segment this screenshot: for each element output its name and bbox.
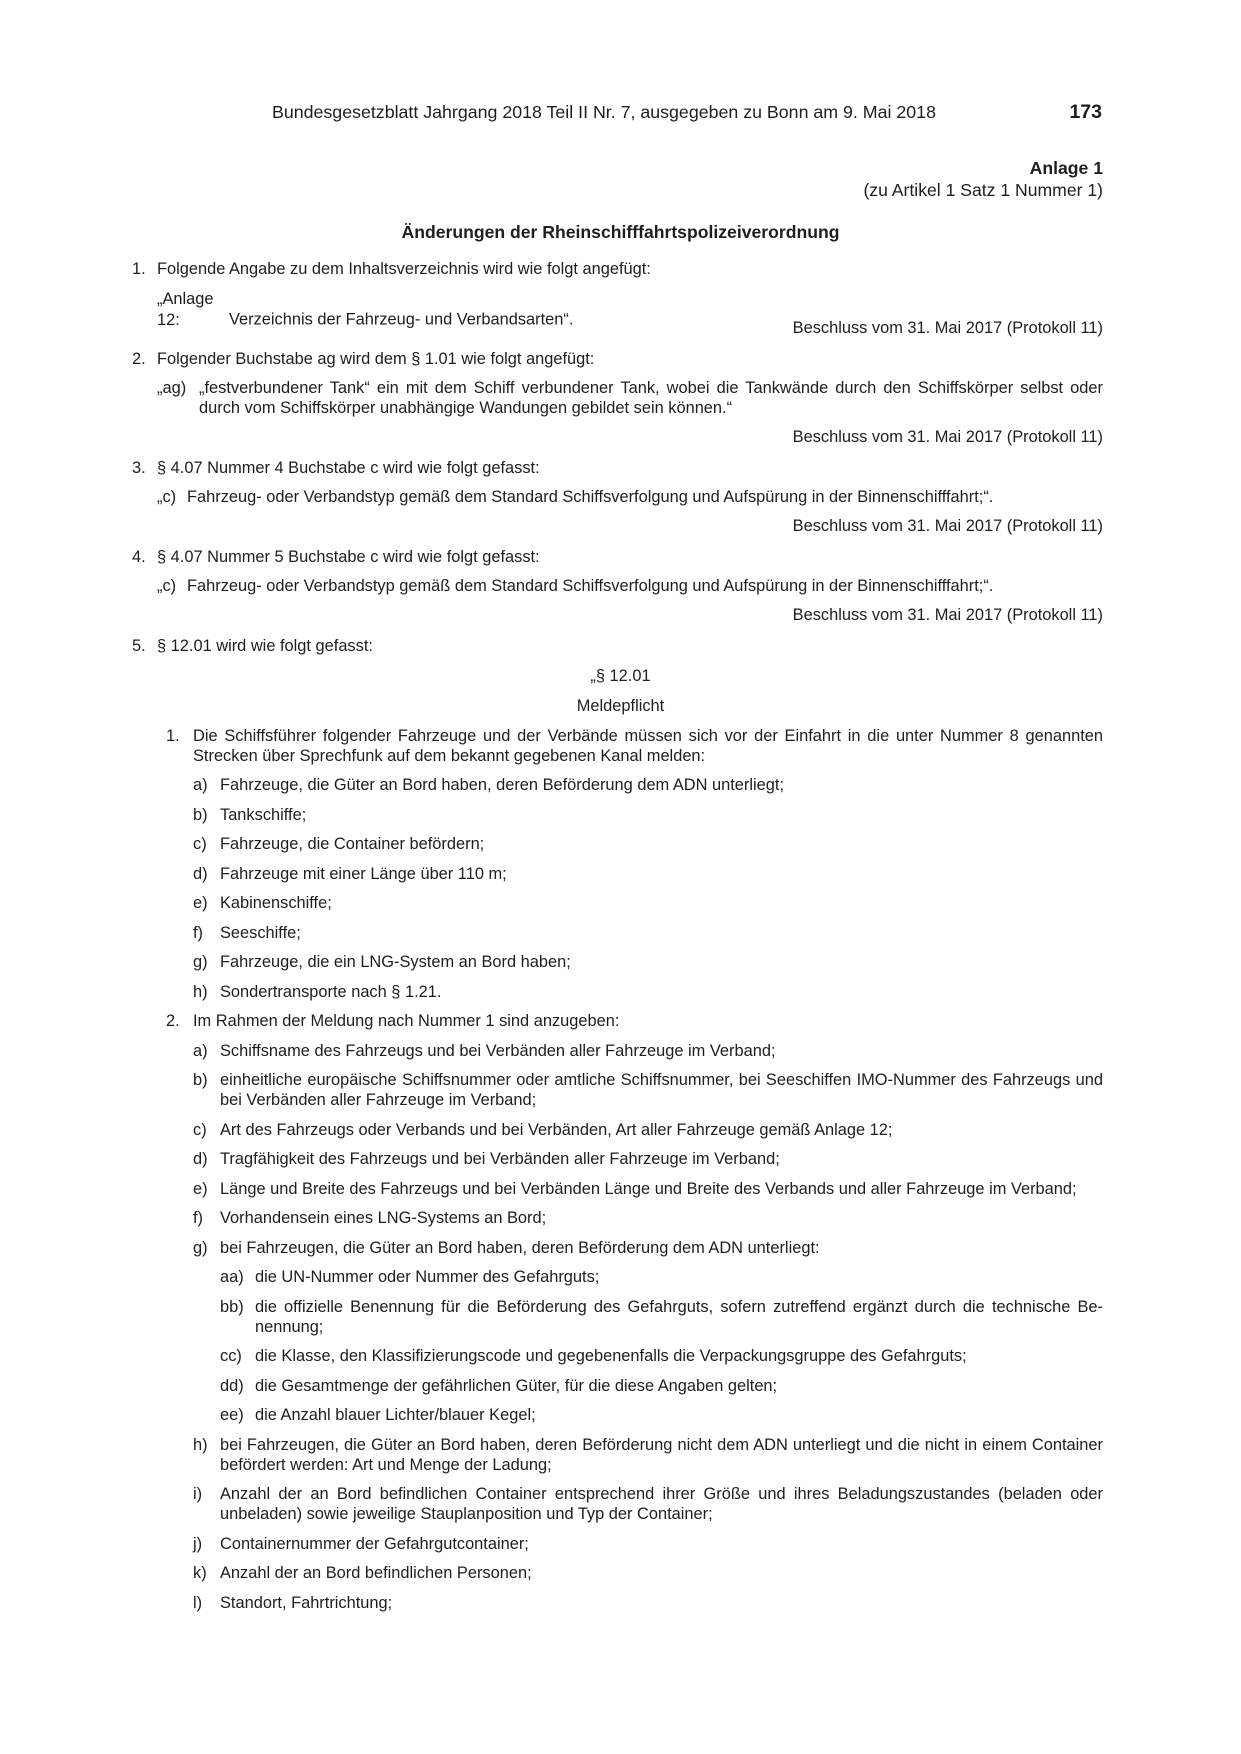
subitem-label: b) [193,806,208,824]
decision-note: Beschluss vom 31. Mai 2017 (Protokoll 11) [792,319,1103,337]
subitem-label: h) [193,983,208,1001]
paragraph-number: 1. [166,727,180,745]
quote-label: „c) [157,488,177,506]
quote-text: „festverbundener Tank“ ein mit dem Schiff verbundener Tank, wobei die Tankwände durch den Schiffskörper selbst oder durch vom Schiffskörper unabhängige Wandungen gebildet sein können.“ [199,379,1103,417]
subitem-text: Länge und Breite des Fahrzeugs und bei Verbänden Länge und Breite des Verbands und aller Fahrzeuge im Verband; [220,1180,1077,1198]
subitem-text: Fahrzeuge, die ein LNG-System an Bord haben; [220,953,571,971]
subitem-text: bei Fahrzeugen, die Güter an Bord haben, deren Beförderung nicht dem ADN unterliegt und die nicht in einem Container befördert werden: Art und Menge der Ladung; [220,1436,1103,1474]
decision-note: Beschluss vom 31. Mai 2017 (Protokoll 11) [792,517,1103,535]
quote-label: „Anlage 12: [157,290,214,329]
item-text: § 4.07 Nummer 4 Buchstabe c wird wie folgt gefasst: [157,459,540,477]
subitem-label: g) [193,1239,208,1257]
item-text: Folgende Angabe zu dem Inhaltsverzeichnis wird wie folgt angefügt: [157,260,651,278]
subitem-label: f) [193,924,204,942]
section-subheading: Meldepflicht [576,697,665,715]
subitem-label: i) [193,1485,203,1503]
item-text: § 12.01 wird wie folgt gefasst: [157,637,373,655]
subitem-text: Sondertransporte nach § 1.21. [220,983,442,1001]
subsubitem-text: die UN-Nummer oder Nummer des Gefahrguts; [255,1268,600,1286]
subitem-label: c) [193,835,207,853]
annex-reference [863,157,1103,201]
subitem-text: Standort, Fahrtrichtung; [220,1594,393,1612]
item-number: 3. [132,459,146,477]
subitem-label: c) [193,1121,207,1139]
document-title: Änderungen der Rheinschifffahrtspolizeiverordnung [401,222,840,242]
paragraph-text: Im Rahmen der Meldung nach Nummer 1 sind anzugeben: [193,1012,620,1030]
subsubitem-text: die Klasse, den Klassifizierungscode und gegebenenfalls die Verpackungsgruppe des Gefahrguts; [255,1347,967,1365]
subitem-text: Tankschiffe; [220,806,307,824]
running-title: Bundesgesetzblatt Jahrgang 2018 Teil II Nr. 7, ausgegeben zu Bonn am 9. Mai 2018 [272,102,936,122]
subitem-text: Fahrzeuge, die Güter an Bord haben, deren Beförderung dem ADN unterliegt; [220,776,785,794]
subitem-label: g) [193,953,208,971]
subitem-text: Schiffsname des Fahrzeugs und bei Verbänden aller Fahrzeuge im Verband; [220,1042,776,1060]
subitem-label: e) [193,894,208,912]
subitem-text: Fahrzeuge mit einer Länge über 110 m; [220,865,507,883]
subitem-text: Anzahl der an Bord befindlichen Container entsprechend ihrer Größe und ihres Beladungszustandes (beladen oder unbeladen) sowie jeweilige Stauplanposition und Typ der Container; [220,1485,1103,1523]
subitem-text: Anzahl der an Bord befindlichen Personen; [220,1564,532,1582]
subsubitem-text: die Gesamtmenge der gefährlichen Güter, für die diese Angaben gelten; [255,1377,778,1395]
subitem-text: Fahrzeuge, die Container befördern; [220,835,485,853]
paragraph-number: 2. [166,1012,180,1030]
subitem-text: bei Fahrzeugen, die Güter an Bord haben, deren Beförderung dem ADN unterliegt: [220,1239,820,1257]
subitem-label: b) [193,1071,208,1089]
quote-text: Fahrzeug- oder Verbandstyp gemäß dem Standard Schiffsverfolgung und Aufspürung in der Binnenschifffahrt;“. [187,577,994,595]
item-number: 4. [132,548,146,566]
subitem-label: f) [193,1209,204,1227]
quote-text: Fahrzeug- oder Verbandstyp gemäß dem Standard Schiffsverfolgung und Aufspürung in der Binnenschifffahrt;“. [187,488,994,506]
item-number: 2. [132,350,146,368]
quote-label: „c) [157,577,177,595]
subsubitem-label: aa) [220,1268,244,1286]
subitem-text: Vorhandensein eines LNG-Systems an Bord; [220,1209,547,1227]
subsubitem-label: ee) [220,1406,244,1424]
annex-subtitle: (zu Artikel 1 Satz 1 Nummer 1) [863,180,1103,200]
subitem-label: d) [193,1150,208,1168]
subitem-text: Seeschiffe; [220,924,301,942]
subitem-text: einheitliche europäische Schiffsnummer oder amtliche Schiffsnummer, bei Seeschiffen IMO-Nummer des Fahrzeugs und bei Verbänden aller Fahrzeuge im Verband; [220,1071,1103,1109]
subsubitem-text: die Anzahl blauer Lichter/blauer Kegel; [255,1406,536,1424]
subitem-label: l) [193,1594,203,1612]
page-number: 173 [1069,101,1102,123]
quote-label: „ag) [157,379,187,397]
quote-text: Verzeichnis der Fahrzeug- und Verbandsarten“. [229,310,574,329]
item-text: Folgender Buchstabe ag wird dem § 1.01 wie folgt angefügt: [157,350,595,368]
subitem-label: h) [193,1436,208,1454]
subitem-text: Kabinenschiffe; [220,894,332,912]
subitem-label: d) [193,865,208,883]
subsubitem-label: bb) [220,1298,244,1316]
item-number: 1. [132,260,146,278]
decision-note: Beschluss vom 31. Mai 2017 (Protokoll 11) [792,606,1103,624]
decision-note: Beschluss vom 31. Mai 2017 (Protokoll 11) [792,428,1103,446]
subitem-text: Containernummer der Gefahrgutcontainer; [220,1535,529,1553]
subsubitem-label: cc) [220,1347,242,1365]
section-heading: „§ 12.01 [590,667,651,685]
item-text: § 4.07 Nummer 5 Buchstabe c wird wie folgt gefasst: [157,548,540,566]
item-number: 5. [132,637,146,655]
subitem-text: Tragfähigkeit des Fahrzeugs und bei Verbänden aller Fahrzeuge im Verband; [220,1150,780,1168]
subitem-label: a) [193,776,208,794]
subitem-label: a) [193,1042,208,1060]
subitem-label: k) [193,1564,207,1582]
annex-title: Anlage 1 [1029,158,1103,178]
subsubitem-text: die offizielle Benennung für die Beförderung des Gefahrguts, sofern zutreffend ergänzt durch die technische Be-nennung; [255,1298,1103,1336]
running-header [272,100,1102,126]
paragraph-text: Die Schiffsführer folgender Fahrzeuge und der Verbände müssen sich vor der Einfahrt in die unter Nummer 8 genannten Strecken über Sprechfunk auf dem bekannt gegebenen Kanal melden: [193,727,1103,765]
subitem-text: Art des Fahrzeugs oder Verbands und bei Verbänden, Art aller Fahrzeuge gemäß Anlage 12; [220,1121,893,1139]
subitem-label: e) [193,1180,208,1198]
subsubitem-label: dd) [220,1377,244,1395]
subitem-label: j) [193,1535,203,1553]
